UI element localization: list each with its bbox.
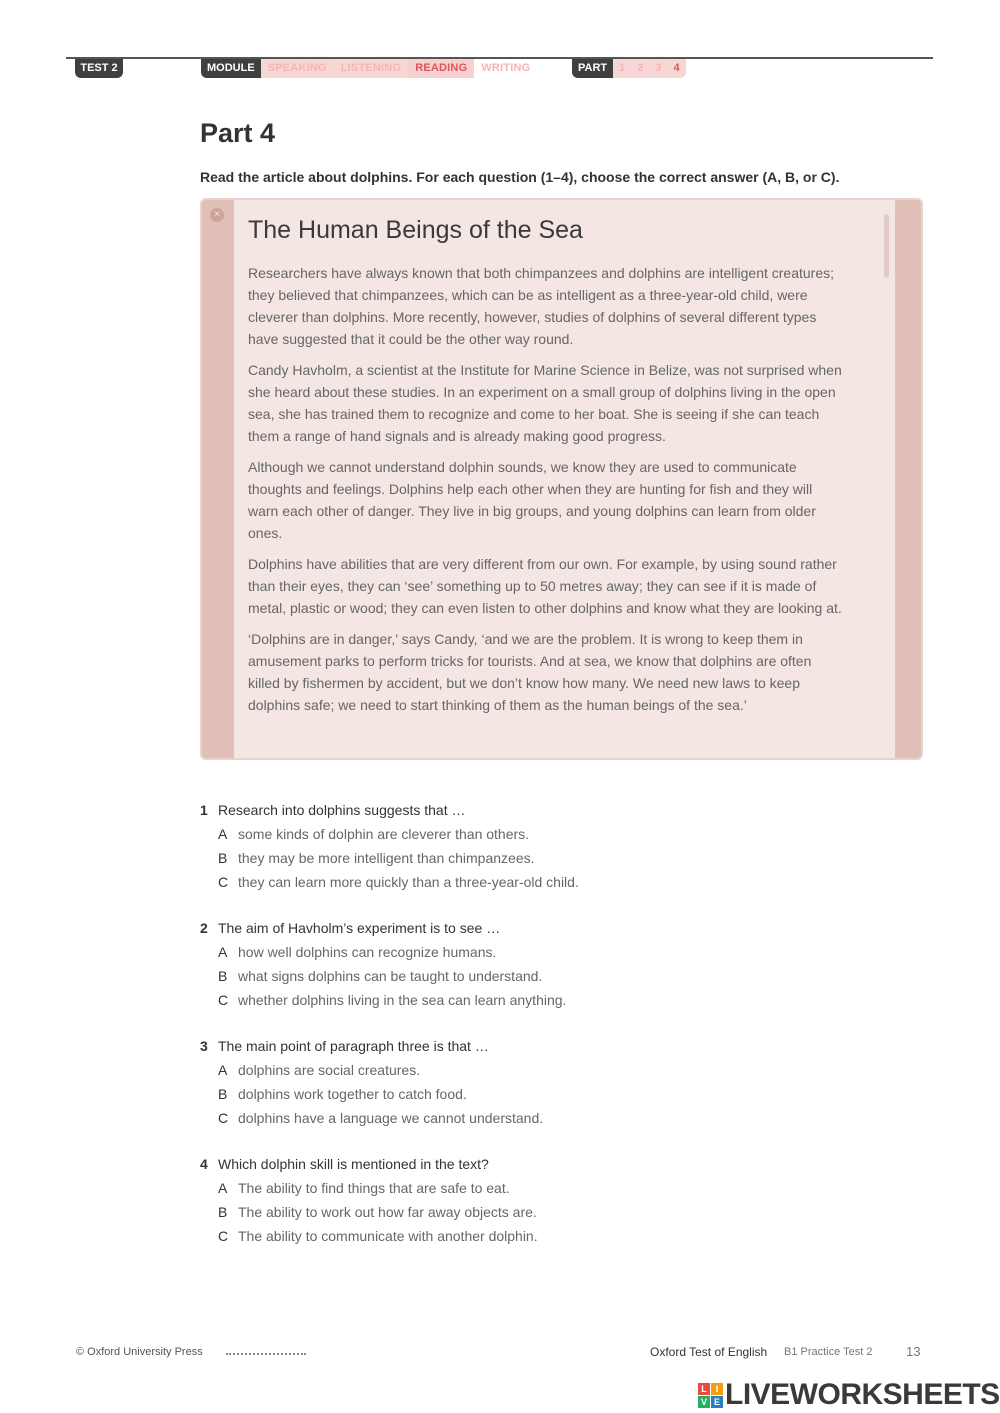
part-nav xyxy=(572,59,686,78)
article-paragraph: Dolphins have abilities that are very different from our own. For example, by using sound rather than their eyes, they can ‘see’ something up to 50 metres away; they can see if it is made of metal, plastic or wood; they can even listen to other dolphins and know what they are looking at. xyxy=(248,556,842,616)
question-1 xyxy=(200,798,900,894)
option-letter: A xyxy=(218,1180,228,1196)
footer-divider xyxy=(226,1353,306,1355)
module-tab-reading[interactable]: READING xyxy=(408,59,474,78)
option-letter: C xyxy=(218,992,229,1008)
option-3a[interactable] xyxy=(200,1058,900,1082)
article-paragraph: ‘Dolphins are in danger,’ says Candy, ‘and we are the problem. It is wrong to keep them in amusement parks to perform tricks for tourists. And at sea, we know that dolphins are often killed by fishermen by accident, but we don’t know how many. We need new laws to keep dolphins safe; we need to start thinking of them as the human beings of the sea.’ xyxy=(248,631,812,713)
option-2a[interactable] xyxy=(200,940,900,964)
liveworksheets-logo-icon: L I V E xyxy=(698,1383,723,1408)
scrollbar-thumb[interactable] xyxy=(884,214,889,278)
copyright: © Oxford University Press xyxy=(76,1346,203,1358)
option-text: The ability to work out how far away objects are. xyxy=(238,1204,537,1220)
liveworksheets-watermark xyxy=(698,1378,1000,1412)
footer-brand: Oxford Test of English xyxy=(650,1345,768,1359)
article-paragraph: Candy Havholm, a scientist at the Institute for Marine Science in Belize, was not surprised when she heard about these studies. In an experiment on a small group of dolphins living in the open sea, she has trained them to recognize and come to her boat. She is seeing if she can teach them a range of hand signals and is already making good progress. xyxy=(248,362,842,444)
article-left-bar xyxy=(202,200,234,758)
option-text: whether dolphins living in the sea can learn anything. xyxy=(238,992,567,1008)
question-stem xyxy=(200,1152,900,1176)
module-tab-listening[interactable]: LISTENING xyxy=(340,62,402,74)
option-4b[interactable] xyxy=(200,1200,900,1224)
option-3c[interactable] xyxy=(200,1106,900,1130)
module-nav xyxy=(201,59,537,78)
question-4 xyxy=(200,1152,900,1248)
liveworksheets-text: LIVEWORKSHEETS xyxy=(725,1378,1000,1411)
question-text: The main point of paragraph three is that … xyxy=(218,1038,489,1054)
option-1b[interactable] xyxy=(200,846,900,870)
option-text: some kinds of dolphin are cleverer than others. xyxy=(238,826,530,842)
option-letter: C xyxy=(218,1228,229,1244)
article-body xyxy=(248,262,846,725)
option-text: The ability to communicate with another dolphin. xyxy=(238,1228,538,1244)
part-tab-3[interactable]: 3 xyxy=(655,62,662,74)
article-title: The Human Beings of the Sea xyxy=(248,216,583,244)
option-4c[interactable] xyxy=(200,1224,900,1248)
option-text: dolphins have a language we cannot understand. xyxy=(238,1110,544,1126)
option-text: dolphins work together to catch food. xyxy=(238,1086,467,1102)
question-number: 2 xyxy=(200,920,208,936)
option-text: The ability to find things that are safe to eat. xyxy=(238,1180,510,1196)
option-1a[interactable] xyxy=(200,822,900,846)
module-label: MODULE xyxy=(201,59,261,78)
part-tab-1[interactable]: 1 xyxy=(619,62,626,74)
page-title: Part 4 xyxy=(200,118,276,148)
option-4a[interactable] xyxy=(200,1176,900,1200)
option-1c[interactable] xyxy=(200,870,900,894)
article-panel xyxy=(200,198,923,760)
test-badge: TEST 2 xyxy=(75,59,123,78)
question-number: 3 xyxy=(200,1038,208,1054)
question-stem xyxy=(200,798,900,822)
question-number: 1 xyxy=(200,802,208,818)
option-text: they may be more intelligent than chimpanzees. xyxy=(238,850,535,866)
option-letter: B xyxy=(218,850,228,866)
option-letter: C xyxy=(218,874,229,890)
article-right-bar xyxy=(895,200,921,758)
part-label: PART xyxy=(572,59,613,78)
option-letter: B xyxy=(218,1086,228,1102)
option-text: how well dolphins can recognize humans. xyxy=(238,944,497,960)
close-icon[interactable]: × xyxy=(210,208,224,222)
instructions: Read the article about dolphins. For each question (1–4), choose the correct answer (A, B, or C). xyxy=(200,169,840,185)
part-tab-2[interactable]: 2 xyxy=(637,62,644,74)
question-text: Which dolphin skill is mentioned in the text? xyxy=(218,1156,489,1172)
option-text: they can learn more quickly than a three-year-old child. xyxy=(238,874,579,890)
option-3b[interactable] xyxy=(200,1082,900,1106)
question-stem xyxy=(200,916,900,940)
option-letter: A xyxy=(218,826,228,842)
article-paragraph: Although we cannot understand dolphin sounds, we know they are used to communicate thoughts and feelings. Dolphins help each other when they are hunting for fish and they will warn each other of danger. They live in big groups, and young dolphins can learn from older ones. xyxy=(248,459,816,541)
module-tab-speaking[interactable]: SPEAKING xyxy=(267,62,327,74)
question-stem xyxy=(200,1034,900,1058)
module-tab-writing[interactable]: WRITING xyxy=(474,59,537,78)
question-list xyxy=(200,798,900,1270)
option-2b[interactable] xyxy=(200,964,900,988)
question-text: The aim of Havholm’s experiment is to see … xyxy=(218,920,501,936)
question-3 xyxy=(200,1034,900,1130)
part-tab-4[interactable]: 4 xyxy=(673,62,680,74)
option-letter: B xyxy=(218,968,228,984)
option-2c[interactable] xyxy=(200,988,900,1012)
footer-test-name: B1 Practice Test 2 xyxy=(784,1346,873,1358)
option-letter: A xyxy=(218,944,228,960)
article-paragraph: Researchers have always known that both chimpanzees and dolphins are intelligent creatures; they believed that chimpanzees, which can be as intelligent as a three-year-old child, were cleverer than dolphins. More recently, however, studies of dolphins of several different types have suggested that it could be the other way round. xyxy=(248,265,835,347)
option-letter: C xyxy=(218,1110,229,1126)
option-text: what signs dolphins can be taught to understand. xyxy=(238,968,543,984)
option-letter: A xyxy=(218,1062,228,1078)
question-number: 4 xyxy=(200,1156,208,1172)
question-text: Research into dolphins suggests that … xyxy=(218,802,466,818)
option-text: dolphins are social creatures. xyxy=(238,1062,421,1078)
question-2 xyxy=(200,916,900,1012)
page-number: 13 xyxy=(906,1344,921,1359)
option-letter: B xyxy=(218,1204,228,1220)
